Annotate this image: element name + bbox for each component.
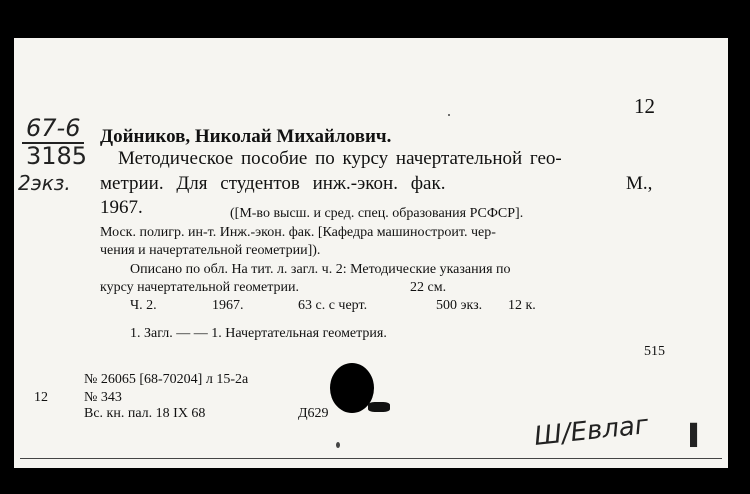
scan-border-right <box>730 0 750 494</box>
part-pages: 63 с. с черт. <box>298 298 368 313</box>
handwritten-signature: Ш/Евлаг <box>532 410 650 452</box>
part-number: Ч. 2. <box>130 298 157 313</box>
year: 1967. <box>100 197 143 218</box>
title-line-2: метрии. Для студентов инж.-экон. фак. <box>100 173 446 194</box>
catalog-card <box>14 38 728 468</box>
shelf-mark-bottom: 3185 <box>26 142 88 170</box>
tracing-line: 1. Загл. — — 1. Начертательная геометрия. <box>130 326 387 341</box>
note-size: 22 см. <box>410 280 447 295</box>
code: Д629 <box>298 406 329 421</box>
shelf-mark-top: 67-6 <box>26 114 81 142</box>
page-number: 12 <box>634 94 655 118</box>
copies-mark: 2экз. <box>18 171 71 195</box>
note-line-1: Описано по обл. На тит. л. загл. ч. 2: Методические указания по <box>130 262 511 277</box>
order-number: № 343 <box>84 390 122 405</box>
record-number: № 26065 [68-70204] л 15-2а <box>84 372 249 387</box>
note-line-2: курсу начертательной геометрии. <box>100 280 300 295</box>
title-line-1: Методическое пособие по курсу начертательной гео- <box>118 148 562 169</box>
stray-mark <box>448 114 450 116</box>
publisher-line-1: ([М-во высш. и сред. спец. образования РСФСР]. <box>230 206 524 221</box>
author-heading: Дойников, Николай Михайлович. <box>100 126 392 147</box>
stray-mark <box>336 442 340 448</box>
udc-number: 515 <box>644 344 665 359</box>
publisher-line-2: Моск. полигр. ин-т. Инж.-экон. фак. [Кафедра машиностроит. чер- <box>100 225 496 240</box>
print-info: Вс. кн. пал. 18 IX 68 <box>84 406 206 421</box>
place: М., <box>626 173 653 194</box>
edge-mark: ▌ <box>690 424 705 446</box>
bottom-rule <box>20 458 722 459</box>
ink-smudge <box>368 402 390 412</box>
part-year: 1967. <box>212 298 244 313</box>
part-copies: 500 экз. <box>436 298 483 313</box>
part-price: 12 к. <box>508 298 536 313</box>
publisher-line-3: чения и начертательной геометрии]). <box>100 243 321 258</box>
number-prefix: 12 <box>34 390 48 405</box>
